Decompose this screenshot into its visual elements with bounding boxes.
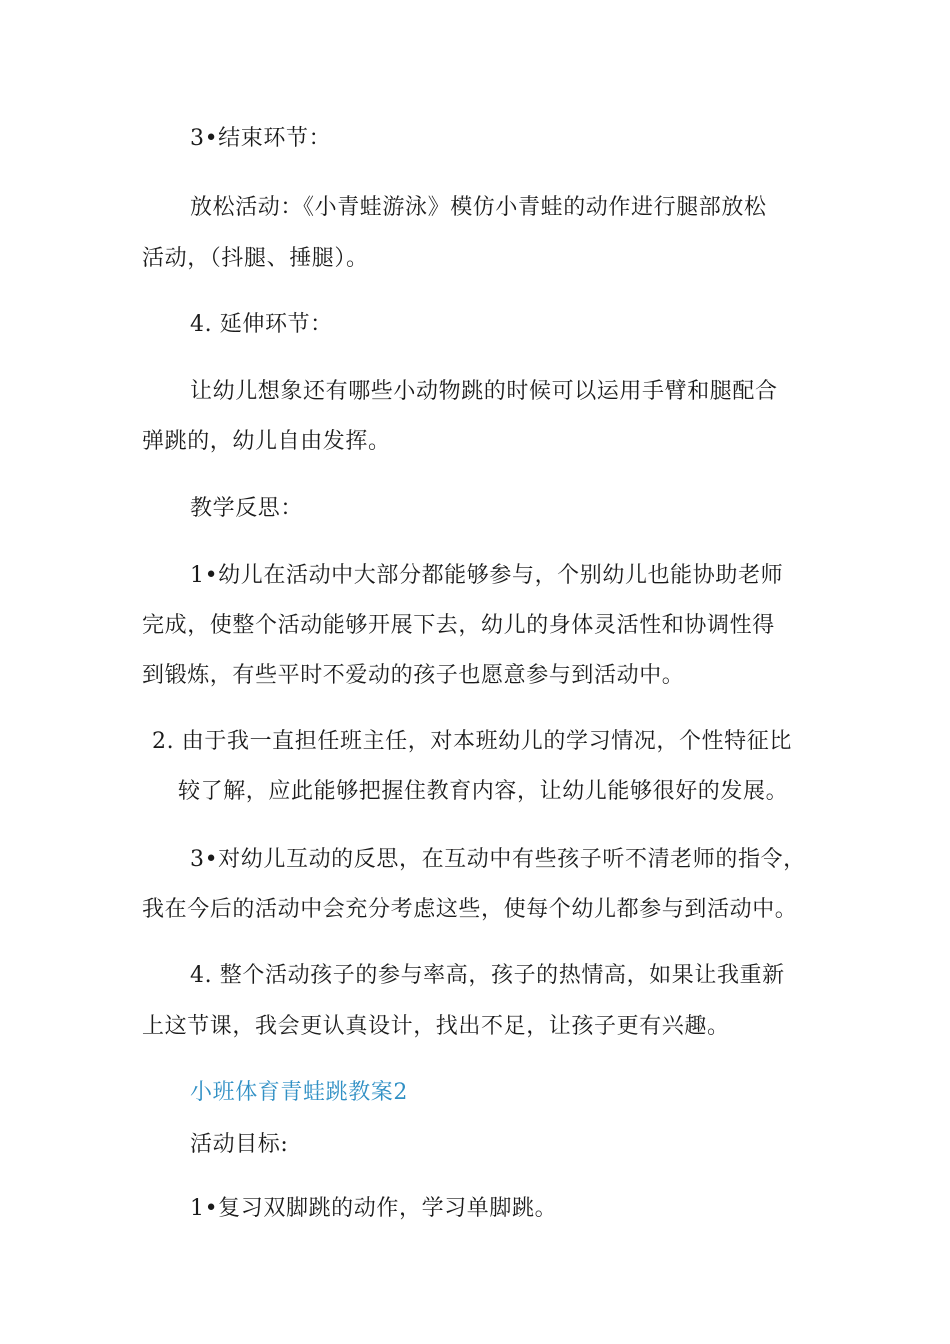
text-line: 让幼儿想象还有哪些小动物跳的时候可以运用手臂和腿配合 (190, 379, 778, 404)
text-line: 放松活动：《小青蛙游泳》模仿小青蛙的动作进行腿部放松 (190, 195, 767, 220)
text-line: 1•幼儿在活动中大部分都能够参与，个别幼儿也能协助老师 (190, 563, 784, 588)
text-line: 2. 由于我一直担任班主任，对本班幼儿的学习情况，个性特征比 (152, 729, 792, 754)
text-line: 到锻炼，有些平时不爱动的孩子也愿意参与到活动中。 (142, 663, 685, 688)
text-line: 3•对幼儿互动的反思，在互动中有些孩子听不清老师的指令， (190, 847, 806, 872)
text-line: 弹跳的，幼儿自由发挥。 (142, 429, 391, 454)
text-line: 上这节课，我会更认真设计，找出不足，让孩子更有兴趣。 (142, 1014, 730, 1039)
text-line: 较了解，应此能够把握住教育内容，让幼儿能够很好的发展。 (178, 779, 789, 804)
text-line: 4. 整个活动孩子的参与率高，孩子的热情高，如果让我重新 (190, 963, 785, 988)
text-line: 我在今后的活动中会充分考虑这些，使每个幼儿都参与到活动中。 (142, 897, 798, 922)
text-line: 1•复习双脚跳的动作，学习单脚跳。 (190, 1196, 558, 1221)
lesson-plan-2-link[interactable]: 小班体育青蛙跳教案2 (190, 1080, 408, 1105)
text-line: 完成，使整个活动能够开展下去，幼儿的身体灵活性和协调性得 (142, 613, 775, 638)
text-line: 教学反思： (190, 496, 304, 521)
text-line: 4. 延伸环节： (190, 312, 333, 337)
text-line: 3•结束环节： (190, 126, 332, 151)
text-line: 活动，（抖腿、捶腿）。 (142, 246, 369, 271)
text-line: 活动目标: (190, 1132, 289, 1157)
